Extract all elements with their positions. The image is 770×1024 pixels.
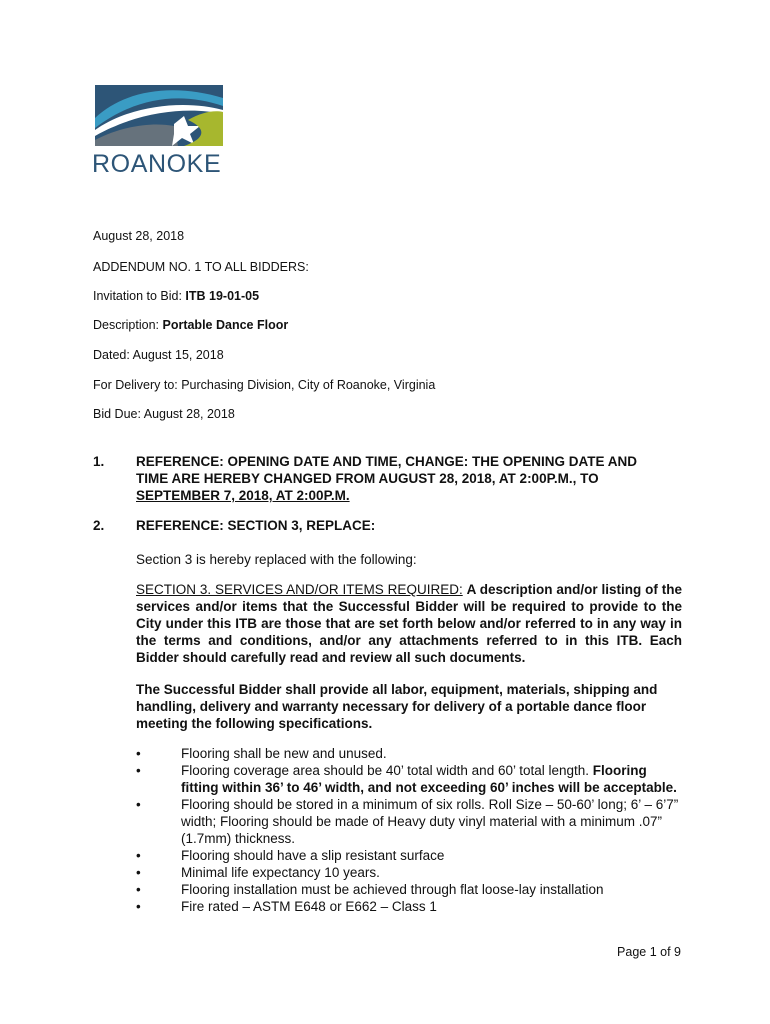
- item-1-text: [136, 453, 682, 504]
- list-item: [136, 796, 682, 847]
- delivery-line: For Delivery to: Purchasing Division, City of Roanoke, Virginia: [93, 378, 436, 392]
- item-2-number: 2.: [93, 518, 105, 533]
- bullet-text: Minimal life expectancy 10 years.: [181, 865, 380, 880]
- bullet-icon: •: [136, 763, 141, 778]
- list-item: [136, 847, 682, 864]
- list-item: [136, 864, 682, 881]
- section-3-text: A description and/or listing of the services and/or items that the Successful Bidder will be required to provide to the City under this ITB are those that are set forth below and/or referred to in any way in the terms and conditions, and/or any attachments referred to in this ITB. Each Bidder should carefully read and review all such documents.: [136, 582, 682, 665]
- invitation-value: ITB 19-01-05: [185, 289, 260, 303]
- list-item: [136, 762, 682, 796]
- bullet-text: Flooring installation must be achieved through flat loose-lay installation: [181, 882, 604, 897]
- bullet-icon: •: [136, 848, 141, 863]
- item-1-line-2: TIME ARE HEREBY CHANGED FROM AUGUST 28, 2018, AT 2:00P.M., TO: [136, 471, 599, 486]
- letter-date: August 28, 2018: [93, 229, 185, 243]
- description-line: [93, 317, 288, 333]
- item-1-number: 1.: [93, 454, 105, 469]
- bullet-text: Fire rated – ASTM E648 or E662 – Class 1: [181, 899, 437, 914]
- item-1-line-1: REFERENCE: OPENING DATE AND TIME, CHANGE: THE OPENING DATE AND: [136, 454, 638, 469]
- section-3-paragraph: [136, 581, 682, 666]
- bid-due-line: Bid Due: August 28, 2018: [93, 407, 235, 421]
- logo-text: ROANOKE: [92, 150, 222, 178]
- bullet-icon: •: [136, 865, 141, 880]
- bullet-text: Flooring shall be new and unused.: [181, 746, 387, 761]
- bullet-text: Flooring should be stored in a minimum of six rolls. Roll Size – 50-60’ long; 6’ – 6’7” width; Flooring should be made of Heavy duty vinyl material with a minimum .07” (1.7mm) thickness.: [181, 797, 679, 846]
- provide-paragraph: The Successful Bidder shall provide all labor, equipment, materials, shipping and handling, delivery and warranty necessary for delivery of a portable dance floor meeting the following specifications.: [136, 682, 658, 731]
- roanoke-logo-mark: [92, 84, 226, 150]
- description-label: Description:: [93, 318, 163, 332]
- bullet-icon: •: [136, 882, 141, 897]
- description-value: Portable Dance Floor: [162, 318, 289, 332]
- invitation-line: [93, 288, 259, 304]
- bullet-bold-text: Flooring fitting within 36’ to 46’ width, and not exceeding 60’ inches will be acceptable.: [181, 763, 677, 795]
- list-item: [136, 881, 682, 898]
- bullet-icon: •: [136, 797, 141, 812]
- bullet-icon: •: [136, 899, 141, 914]
- item-1-line-3: SEPTEMBER 7, 2018, AT 2:00P.M.: [136, 488, 350, 503]
- invitation-label: Invitation to Bid:: [93, 289, 186, 303]
- addendum-title: ADDENDUM NO. 1 TO ALL BIDDERS:: [93, 260, 309, 274]
- bullet-text: Flooring coverage area should be 40’ total width and 60’ total length.: [181, 763, 593, 778]
- item-2-title: REFERENCE: SECTION 3, REPLACE:: [136, 518, 376, 533]
- list-item: [136, 898, 682, 915]
- roanoke-logo: [92, 84, 226, 178]
- bullet-text: Flooring should have a slip resistant surface: [181, 848, 445, 863]
- specifications-list: [136, 745, 682, 915]
- list-item: [136, 745, 682, 762]
- section-3-heading: SECTION 3. SERVICES AND/OR ITEMS REQUIRED:: [136, 582, 463, 597]
- page-number: Page 1 of 9: [617, 945, 681, 959]
- section-intro: Section 3 is hereby replaced with the following:: [136, 552, 417, 567]
- bullet-icon: •: [136, 746, 141, 761]
- dated-line: Dated: August 15, 2018: [93, 348, 224, 362]
